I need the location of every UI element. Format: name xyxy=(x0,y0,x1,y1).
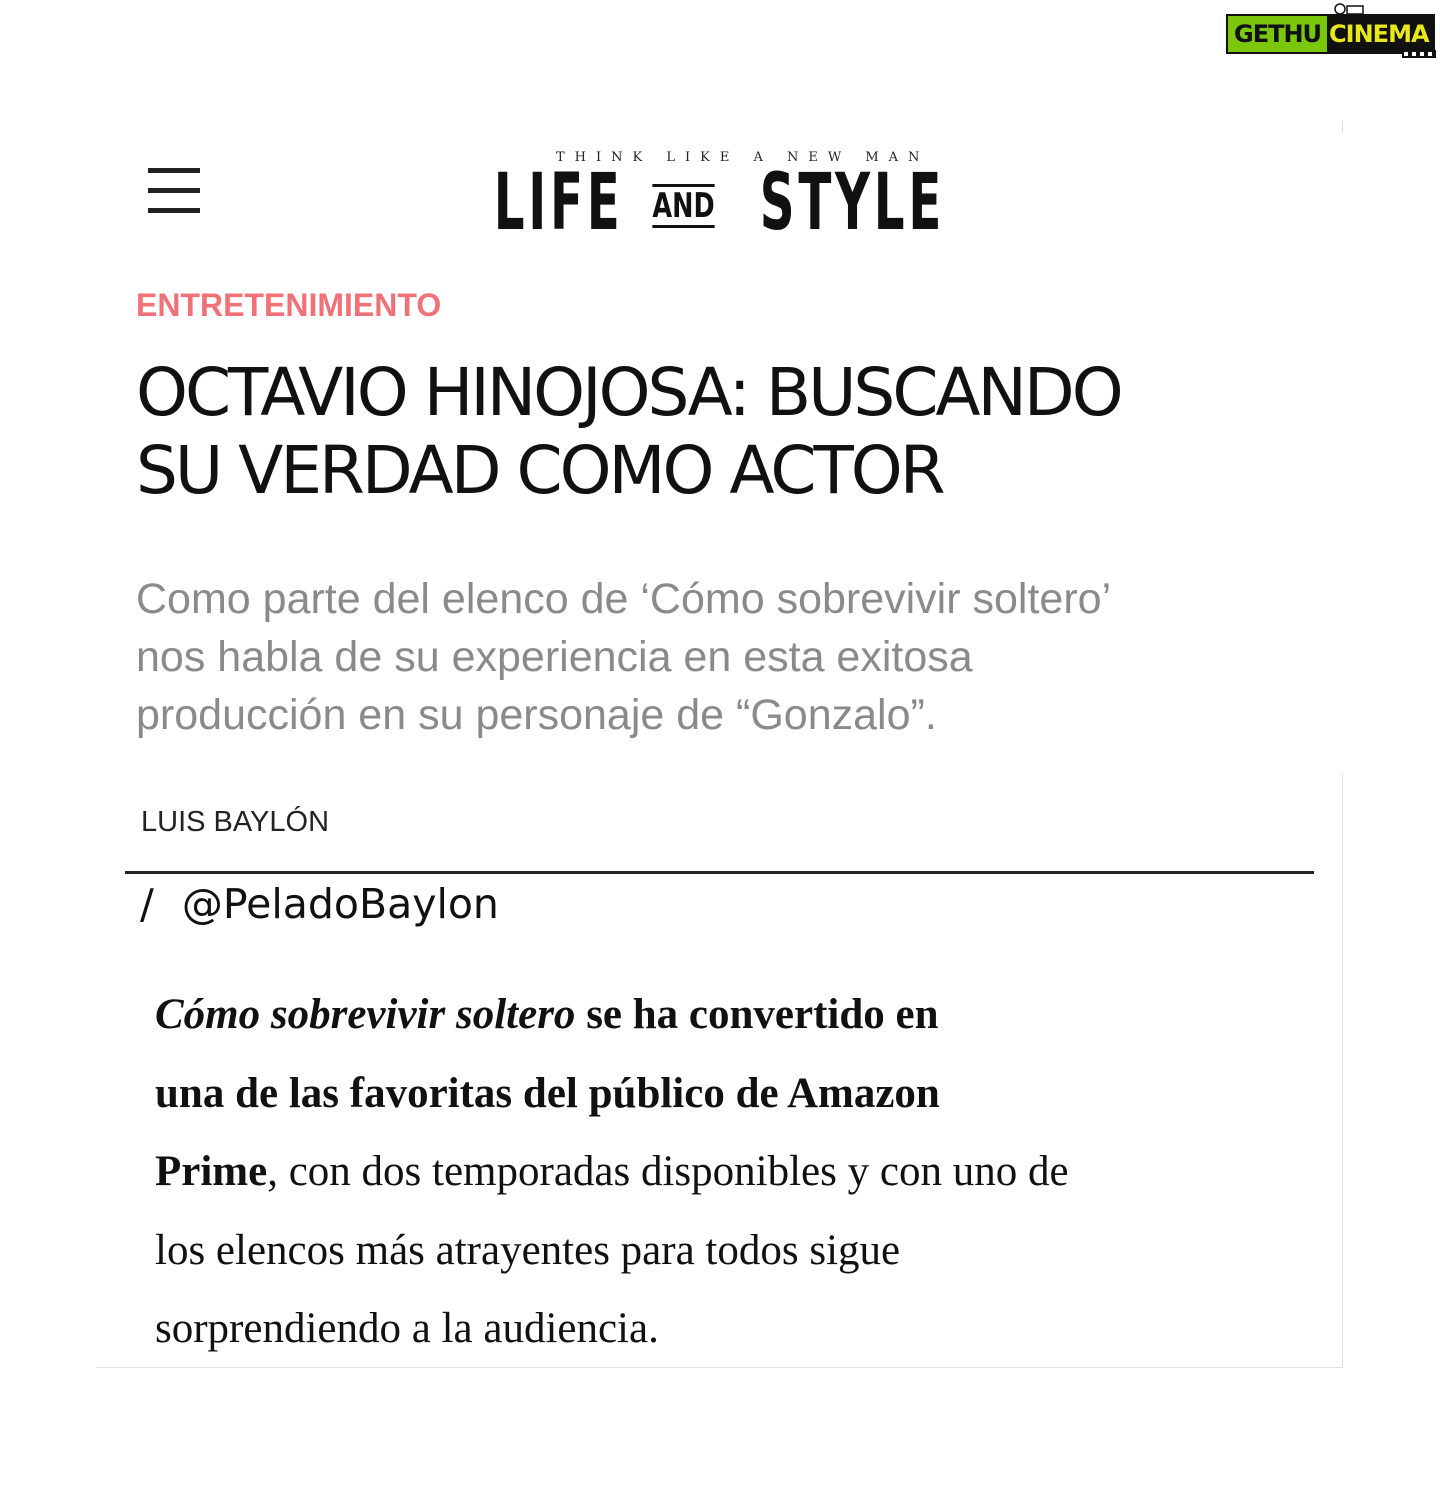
logo-word-and: AND xyxy=(652,186,715,226)
author-divider xyxy=(125,871,1314,874)
author-social-handle[interactable]: @PeladoBaylon xyxy=(181,880,499,928)
frame-line xyxy=(1342,774,1343,1368)
frame-line xyxy=(1342,120,1343,132)
subtitle-line: producción en su personaje de “Gonzalo”. xyxy=(136,691,937,739)
body-bold-text: se ha convertido en xyxy=(575,991,939,1038)
subtitle-line: nos habla de su experiencia en esta exitosa xyxy=(136,633,973,681)
subtitle-line: Como parte del elenco de ‘Cómo sobrevivir soltero’ xyxy=(136,575,1112,623)
body-bold-text: Prime xyxy=(155,1148,268,1195)
watermark-logo xyxy=(1226,14,1435,54)
logo-tagline: THINK LIKE A NEW MAN xyxy=(556,150,930,165)
logo-word-life: LIFE xyxy=(494,158,624,248)
headline-line: SU VERDAD COMO ACTOR xyxy=(136,432,943,509)
body-bold-text: una de las favoritas del público de Amazon xyxy=(155,1069,940,1117)
article-author[interactable]: LUIS BAYLÓN xyxy=(141,806,330,838)
watermark-text-right: CINEMA xyxy=(1327,16,1432,52)
author-handle-row xyxy=(140,880,499,928)
body-line xyxy=(155,1133,1305,1212)
gethu-cinema-watermark xyxy=(1222,6,1436,56)
article-headline xyxy=(136,354,1336,510)
body-line: los elencos más atrayentes para todos sigue xyxy=(155,1226,901,1274)
logo-wordmark xyxy=(494,158,945,248)
watermark-text-left: GETHU xyxy=(1228,16,1327,52)
film-strip-icon xyxy=(1402,50,1436,58)
headline-line: OCTAVIO HINOJOSA: BUSCANDO xyxy=(136,354,1121,431)
article-subtitle xyxy=(136,570,1316,744)
hamburger-menu-icon[interactable] xyxy=(148,168,200,214)
logo-word-style: STYLE xyxy=(759,158,945,248)
body-line xyxy=(155,976,1305,1055)
body-text: , con dos temporadas disponibles y con uno de xyxy=(267,1148,1069,1195)
life-and-style-logo[interactable] xyxy=(494,148,945,248)
show-title: Cómo sobrevivir soltero xyxy=(155,991,576,1038)
article-body-paragraph xyxy=(155,976,1305,1369)
body-line: sorprendiendo a la audiencia. xyxy=(155,1305,659,1352)
handle-separator: / xyxy=(140,880,154,928)
body-line xyxy=(155,1055,1305,1134)
article-category[interactable]: ENTRETENIMIENTO xyxy=(136,287,442,323)
